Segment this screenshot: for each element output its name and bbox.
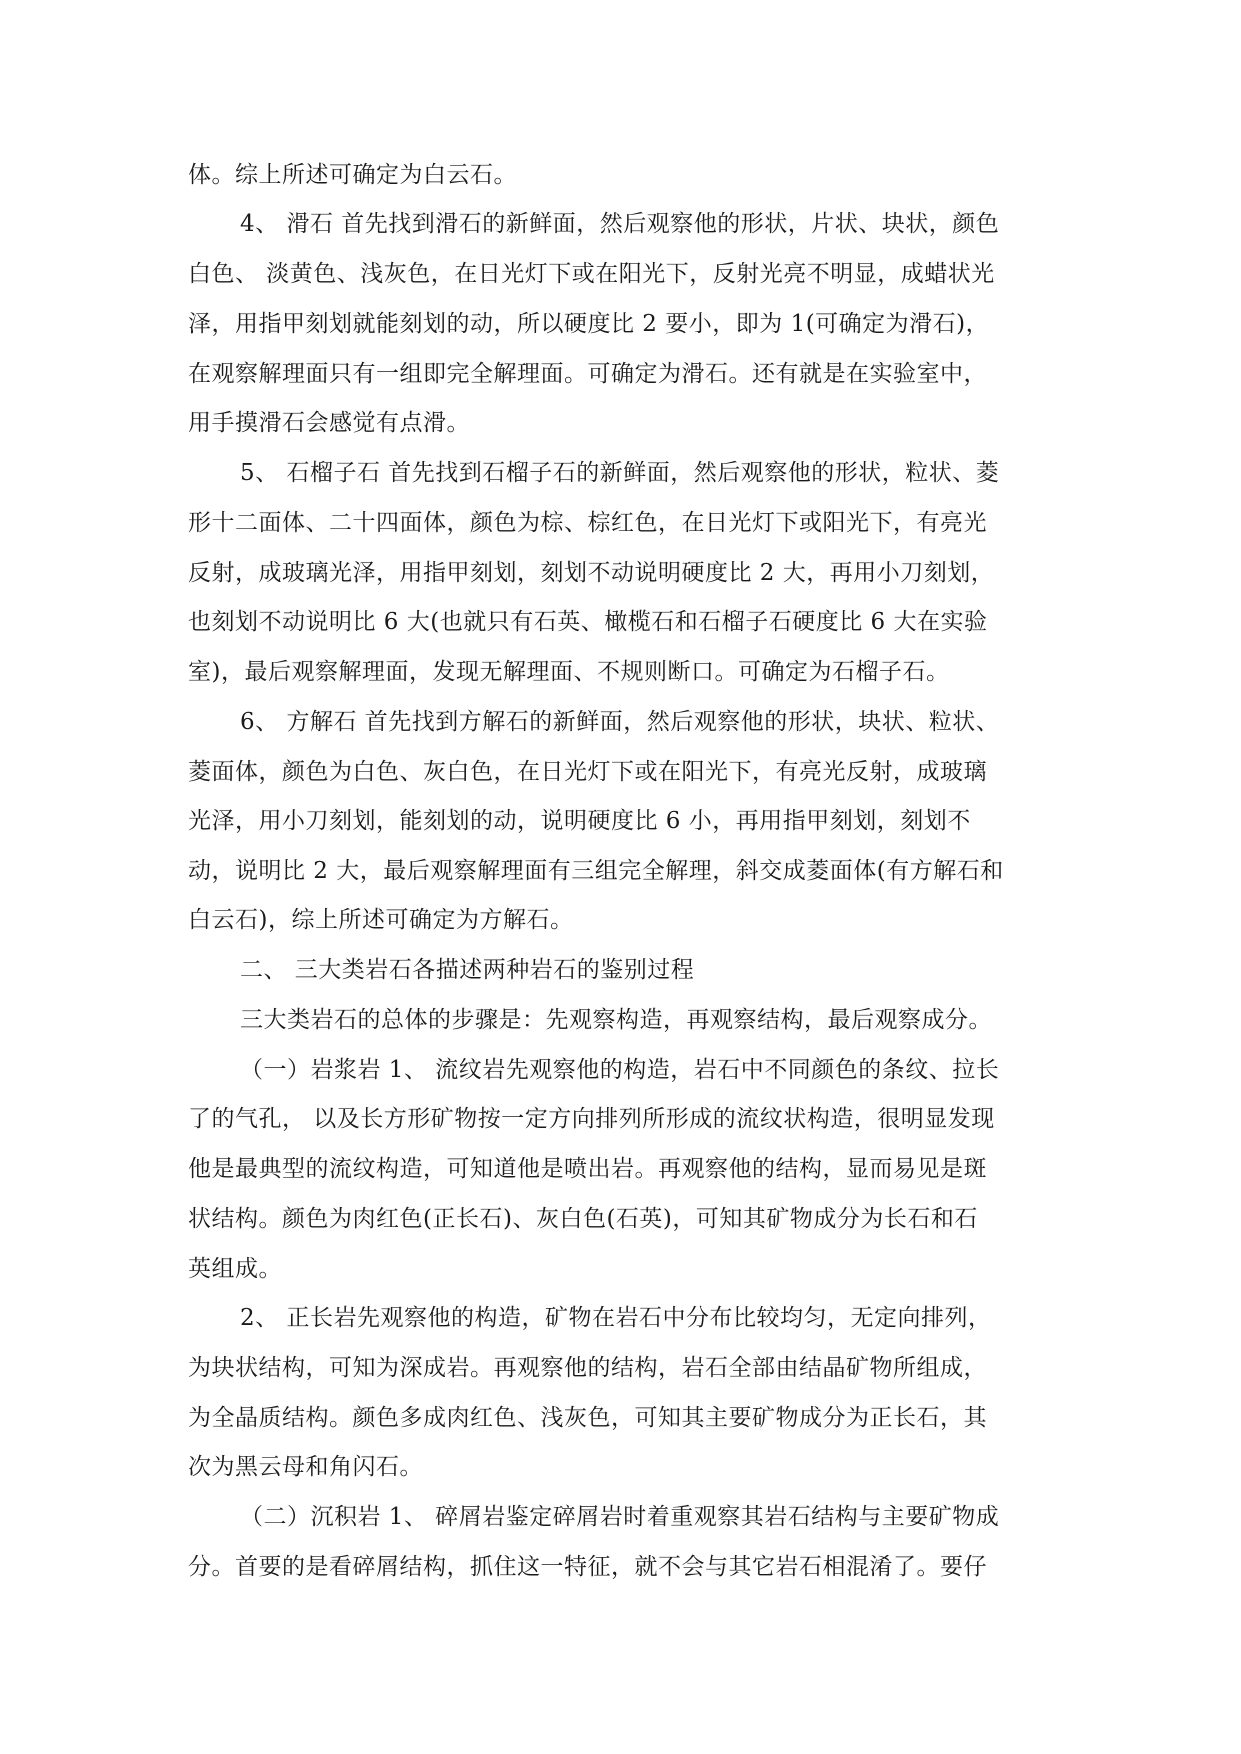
text-line: 英组成。	[188, 1256, 282, 1282]
text-line: 他是最典型的流纹构造，可知道他是喷出岩。再观察他的结构，显而易见是斑	[188, 1156, 987, 1182]
text-line: 菱面体，颜色为白色、灰白色，在日光灯下或在阳光下，有亮光反射，成玻璃	[188, 759, 987, 785]
paragraph-heading-sedimentary: （二）沉积岩 1、 碎屑岩鉴定碎屑岩时着重观察其岩石结构与主要矿物成	[240, 1504, 1000, 1530]
paragraph-heading-calcite: 6、 方解石 首先找到方解石的新鲜面，然后观察他的形状，块状、粒状、	[240, 709, 1000, 735]
text-line: 室)，最后观察解理面，发现无解理面、不规则断口。可确定为石榴子石。	[188, 659, 950, 685]
paragraph-heading-talc: 4、 滑石 首先找到滑石的新鲜面，然后观察他的形状，片状、块状，颜色	[240, 211, 1000, 237]
text-line: 了的气孔， 以及长方形矿物按一定方向排列所形成的流纹状构造，很明显发现	[188, 1106, 995, 1132]
text-line: 在观察解理面只有一组即完全解理面。可确定为滑石。还有就是在实验室中，	[188, 361, 987, 387]
text-line: 形十二面体、二十四面体，颜色为棕、棕红色，在日光灯下或阳光下，有亮光	[188, 510, 987, 536]
paragraph-heading-syenite: 2、 正长岩先观察他的构造，矿物在岩石中分布比较均匀，无定向排列，	[240, 1305, 992, 1331]
text-line: 白云石)，综上所述可确定为方解石。	[188, 907, 574, 933]
text-line: 状结构。颜色为肉红色(正长石)、灰白色(石英)，可知其矿物成分为长石和石	[188, 1206, 978, 1232]
text-line: 光泽，用小刀刻划，能刻划的动，说明硬度比 6 小，再用指甲刻划，刻划不	[188, 808, 971, 834]
text-line: 次为黑云母和角闪石。	[188, 1454, 423, 1480]
text-line: 分。首要的是看碎屑结构，抓住这一特征，就不会与其它岩石相混淆了。要仔	[188, 1554, 987, 1580]
text-line: 三大类岩石的总体的步骤是：先观察构造，再观察结构，最后观察成分。	[240, 1007, 992, 1033]
text-line: 反射，成玻璃光泽，用指甲刻划，刻划不动说明硬度比 2 大，再用小刀刻划，	[188, 560, 995, 586]
text-line: 也刻划不动说明比 6 大(也就只有石英、橄榄石和石榴子石硬度比 6 大在实验	[188, 609, 988, 635]
paragraph-heading-igneous: （一）岩浆岩 1、 流纹岩先观察他的构造，岩石中不同颜色的条纹、拉长	[240, 1057, 1000, 1083]
text-line: 用手摸滑石会感觉有点滑。	[188, 410, 470, 436]
paragraph-heading-garnet: 5、 石榴子石 首先找到石榴子石的新鲜面，然后观察他的形状，粒状、菱	[240, 460, 1000, 486]
text-line: 体。综上所述可确定为白云石。	[188, 162, 517, 188]
section-heading: 二、 三大类岩石各描述两种岩石的鉴别过程	[240, 957, 695, 983]
text-line: 泽，用指甲刻划就能刻划的动，所以硬度比 2 要小，即为 1(可确定为滑石)，	[188, 311, 990, 337]
text-line: 为全晶质结构。颜色多成肉红色、浅灰色，可知其主要矿物成分为正长石，其	[188, 1405, 987, 1431]
text-line: 为块状结构，可知为深成岩。再观察他的结构，岩石全部由结晶矿物所组成，	[188, 1355, 987, 1381]
text-line: 白色、 淡黄色、浅灰色，在日光灯下或在阳光下，反射光亮不明显，成蜡状光	[188, 261, 995, 287]
text-line: 动，说明比 2 大，最后观察解理面有三组完全解理，斜交成菱面体(有方解石和	[188, 858, 1004, 884]
